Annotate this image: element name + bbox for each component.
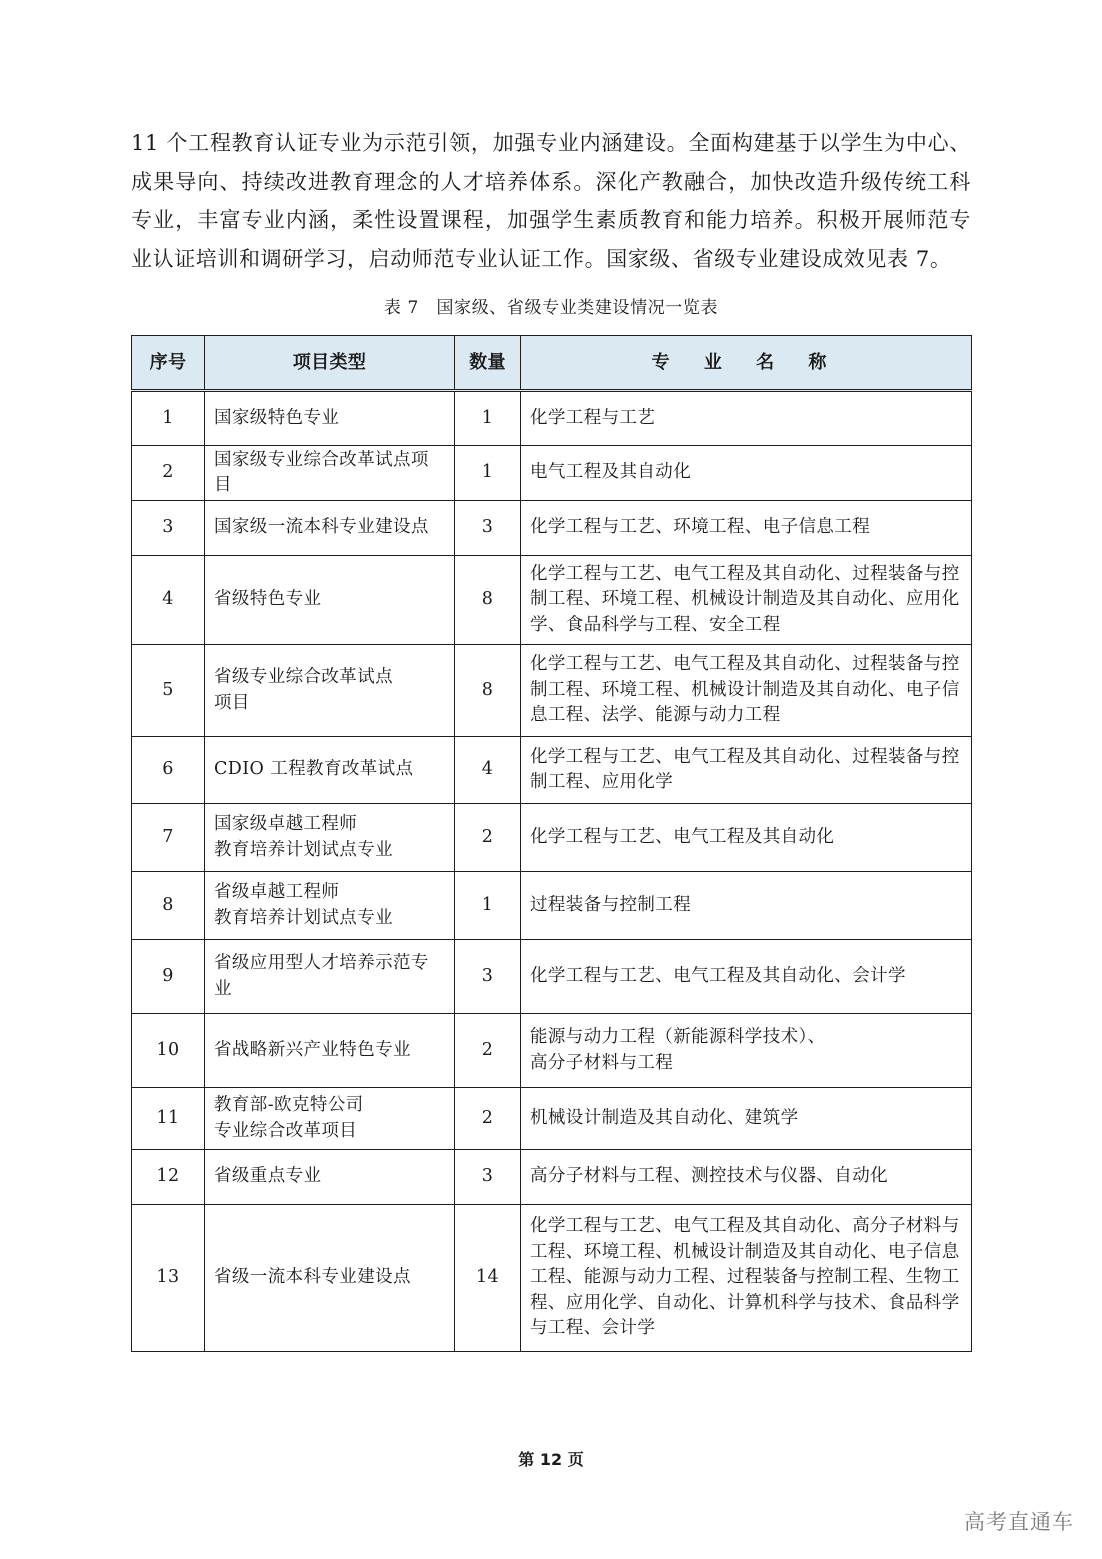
row-count: 2 xyxy=(455,1088,521,1150)
row-majors: 化学工程与工艺、电气工程及其自动化、会计学 xyxy=(521,940,972,1014)
header-name: 专 业 名 称 xyxy=(521,336,972,391)
header-index: 序号 xyxy=(132,336,205,391)
row-count: 3 xyxy=(455,501,521,556)
row-type: 省级一流本科专业建设点 xyxy=(205,1205,455,1352)
row-majors: 能源与动力工程（新能源科学技术）、 高分子材料与工程 xyxy=(521,1014,972,1088)
row-majors: 过程装备与控制工程 xyxy=(521,872,972,940)
row-index: 10 xyxy=(132,1014,205,1088)
row-index: 8 xyxy=(132,872,205,940)
row-count: 8 xyxy=(455,556,521,645)
row-type: 省战略新兴产业特色专业 xyxy=(205,1014,455,1088)
table-header-row xyxy=(132,336,972,391)
row-majors: 化学工程与工艺、电气工程及其自动化、过程装备与控制工程、应用化学 xyxy=(521,737,972,804)
row-type: 省级专业综合改革试点 项目 xyxy=(205,645,455,737)
row-majors: 机械设计制造及其自动化、建筑学 xyxy=(521,1088,972,1150)
row-index: 12 xyxy=(132,1150,205,1205)
table-row xyxy=(132,1014,972,1088)
row-index: 2 xyxy=(132,446,205,501)
page-number: 第 12 页 xyxy=(518,1450,584,1469)
row-type: 教育部-欧克特公司 专业综合改革项目 xyxy=(205,1088,455,1150)
table-row xyxy=(132,1088,972,1150)
table-row xyxy=(132,1205,972,1352)
table-row xyxy=(132,391,972,446)
row-index: 3 xyxy=(132,501,205,556)
row-count: 2 xyxy=(455,804,521,872)
row-type: 国家级一流本科专业建设点 xyxy=(205,501,455,556)
row-count: 3 xyxy=(455,1150,521,1205)
row-majors: 化学工程与工艺、环境工程、电子信息工程 xyxy=(521,501,972,556)
row-index: 5 xyxy=(132,645,205,737)
row-type: 国家级卓越工程师 教育培养计划试点专业 xyxy=(205,804,455,872)
table-row xyxy=(132,940,972,1014)
row-type: 省级特色专业 xyxy=(205,556,455,645)
row-index: 1 xyxy=(132,391,205,446)
row-type: 省级应用型人才培养示范专业 xyxy=(205,940,455,1014)
row-index: 13 xyxy=(132,1205,205,1352)
table-caption: 表 7 国家级、省级专业类建设情况一览表 xyxy=(383,298,719,318)
majors-table xyxy=(131,335,972,1352)
row-majors: 化学工程与工艺 xyxy=(521,391,972,446)
table-row xyxy=(132,446,972,501)
table-row xyxy=(132,872,972,940)
row-majors: 化学工程与工艺、电气工程及其自动化、过程装备与控制工程、环境工程、机械设计制造及其自动化、应用化学、食品科学与工程、安全工程 xyxy=(521,556,972,645)
row-majors: 化学工程与工艺、电气工程及其自动化、过程装备与控制工程、环境工程、机械设计制造及其自动化、电子信息工程、法学、能源与动力工程 xyxy=(521,645,972,737)
row-type: CDIO 工程教育改革试点 xyxy=(205,737,455,804)
table-body xyxy=(132,391,972,1352)
row-count: 1 xyxy=(455,446,521,501)
row-index: 6 xyxy=(132,737,205,804)
row-majors: 高分子材料与工程、测控技术与仪器、自动化 xyxy=(521,1150,972,1205)
row-index: 11 xyxy=(132,1088,205,1150)
row-majors: 化学工程与工艺、电气工程及其自动化 xyxy=(521,804,972,872)
watermark: 高考直通车 xyxy=(964,1510,1074,1534)
row-count: 4 xyxy=(455,737,521,804)
row-index: 4 xyxy=(132,556,205,645)
row-type: 国家级专业综合改革试点项目 xyxy=(205,446,455,501)
row-count: 8 xyxy=(455,645,521,737)
table-row xyxy=(132,804,972,872)
table-row xyxy=(132,556,972,645)
row-type: 国家级特色专业 xyxy=(205,391,455,446)
table-row xyxy=(132,645,972,737)
row-count: 3 xyxy=(455,940,521,1014)
row-count: 1 xyxy=(455,872,521,940)
table-row xyxy=(132,501,972,556)
header-count: 数量 xyxy=(455,336,521,391)
table-row xyxy=(132,1150,972,1205)
row-type: 省级重点专业 xyxy=(205,1150,455,1205)
intro-paragraph: 11 个工程教育认证专业为示范引领，加强专业内涵建设。全面构建基于以学生为中心、成果导向、持续改进教育理念的人才培养体系。深化产教融合，加快改造升级传统工科专业，丰富专业内涵，柔性设置课程，加强学生素质教育和能力培养。积极开展师范专业认证培训和调研学习，启动师范专业认证工作。国家级、省级专业建设成效见表 7。 xyxy=(131,131,971,271)
row-count: 1 xyxy=(455,391,521,446)
table-row xyxy=(132,737,972,804)
header-type: 项目类型 xyxy=(205,336,455,391)
row-majors: 化学工程与工艺、电气工程及其自动化、高分子材料与工程、环境工程、机械设计制造及其自动化、电子信息工程、能源与动力工程、过程装备与控制工程、生物工程、应用化学、自动化、计算机科学与技术、食品科学与工程、会计学 xyxy=(521,1205,972,1352)
row-type: 省级卓越工程师 教育培养计划试点专业 xyxy=(205,872,455,940)
row-index: 7 xyxy=(132,804,205,872)
row-majors: 电气工程及其自动化 xyxy=(521,446,972,501)
row-count: 14 xyxy=(455,1205,521,1352)
row-index: 9 xyxy=(132,940,205,1014)
row-count: 2 xyxy=(455,1014,521,1088)
